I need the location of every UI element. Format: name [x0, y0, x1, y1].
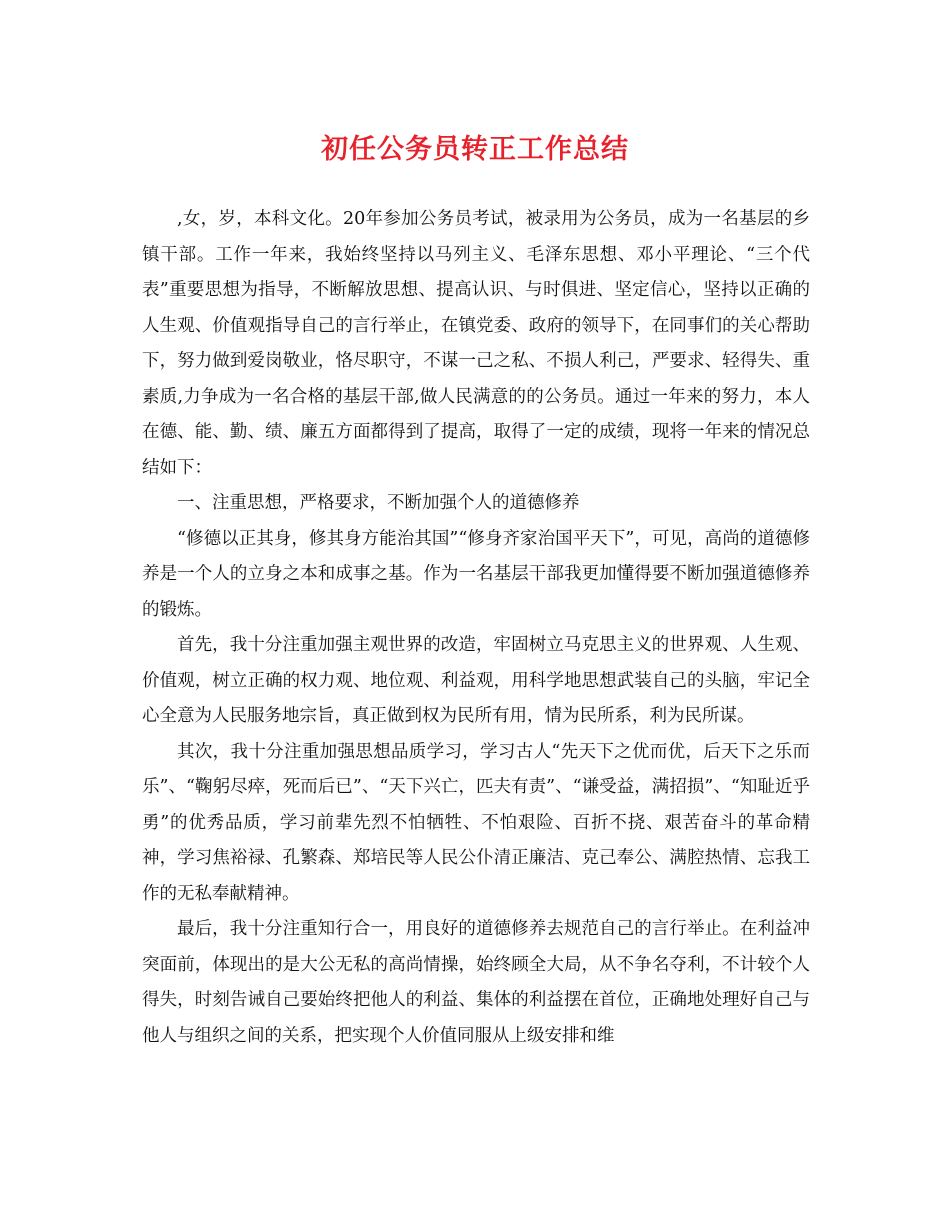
document-title: 初任公务员转正工作总结	[321, 134, 629, 165]
paragraph-second: 其次，我十分注重加强思想品质学习，学习古人“先天下之优而优，后天下之乐而乐”、“鞠躬尽瘁，死而后已”、“天下兴亡，匹夫有责”、“谦受益，满招损”、“知耻近乎勇”的优秀品质，学习前辈先烈不怕牺牲、不怕艰险、百折不挠、艰苦奋斗的革命精神，学习焦裕禄、孔繁森、郑培民等人民公仆清正廉洁、克己奉公、满腔热情、忘我工作的无私奉献精神。	[142, 741, 810, 904]
paragraph-first: 首先，我十分注重加强主观世界的改造，牢固树立马克思主义的世界观、人生观、价值观，树立正确的权力观、地位观、利益观，用科学地思想武装自己的头脑，牢记全心全意为人民服务地宗旨，真正做到权为民所有用，情为民所系，利为民所谋。	[142, 635, 810, 726]
paragraph-intro: ,女，岁，本科文化。20年参加公务员考试，被录用为公务员，成为一名基层的乡镇干部。工作一年来，我始终坚持以马列主义、毛泽东思想、邓小平理论、“三个代表”重要思想为指导，不断解放思想、提高认识、与时俱进、坚定信心，坚持以正确的人生观、价值观指导自己的言行举止，在镇党委、政府的领导下，在同事们的关心帮助下，努力做到爱岗敬业，恪尽职守，不谋一己之私、不损人利己，严要求、轻得失、重素质,力争成为一名合格的基层干部,做人民满意的的公务员。通过一年来的努力，本人在德、能、勤、绩、廉五方面都得到了提高，取得了一定的成绩，现将一年来的情况总结如下：	[142, 209, 810, 478]
section-heading-1: 一、注重思想，严格要求，不断加强个人的道德修养	[177, 493, 580, 513]
paragraph-last: 最后，我十分注重知行合一，用良好的道德修养去规范自己的言行举止。在利益冲突面前，体现出的是大公无私的高尚情操，始终顾全大局，从不争名夺利，不计较个人得失，时刻告诫自己要始终把他人的利益、集体的利益摆在首位，正确地处理好自己与他人与组织之间的关系，把实现个人价值同服从上级安排和维	[142, 919, 810, 1046]
document-body	[142, 202, 810, 1054]
paragraph-quote: “修德以正其身，修其身方能治其国”“修身齐家治国平天下”，可见，高尚的道德修养是一个人的立身之本和成事之基。作为一名基层干部我更加懂得要不断加强道德修养的锻炼。	[142, 528, 810, 620]
